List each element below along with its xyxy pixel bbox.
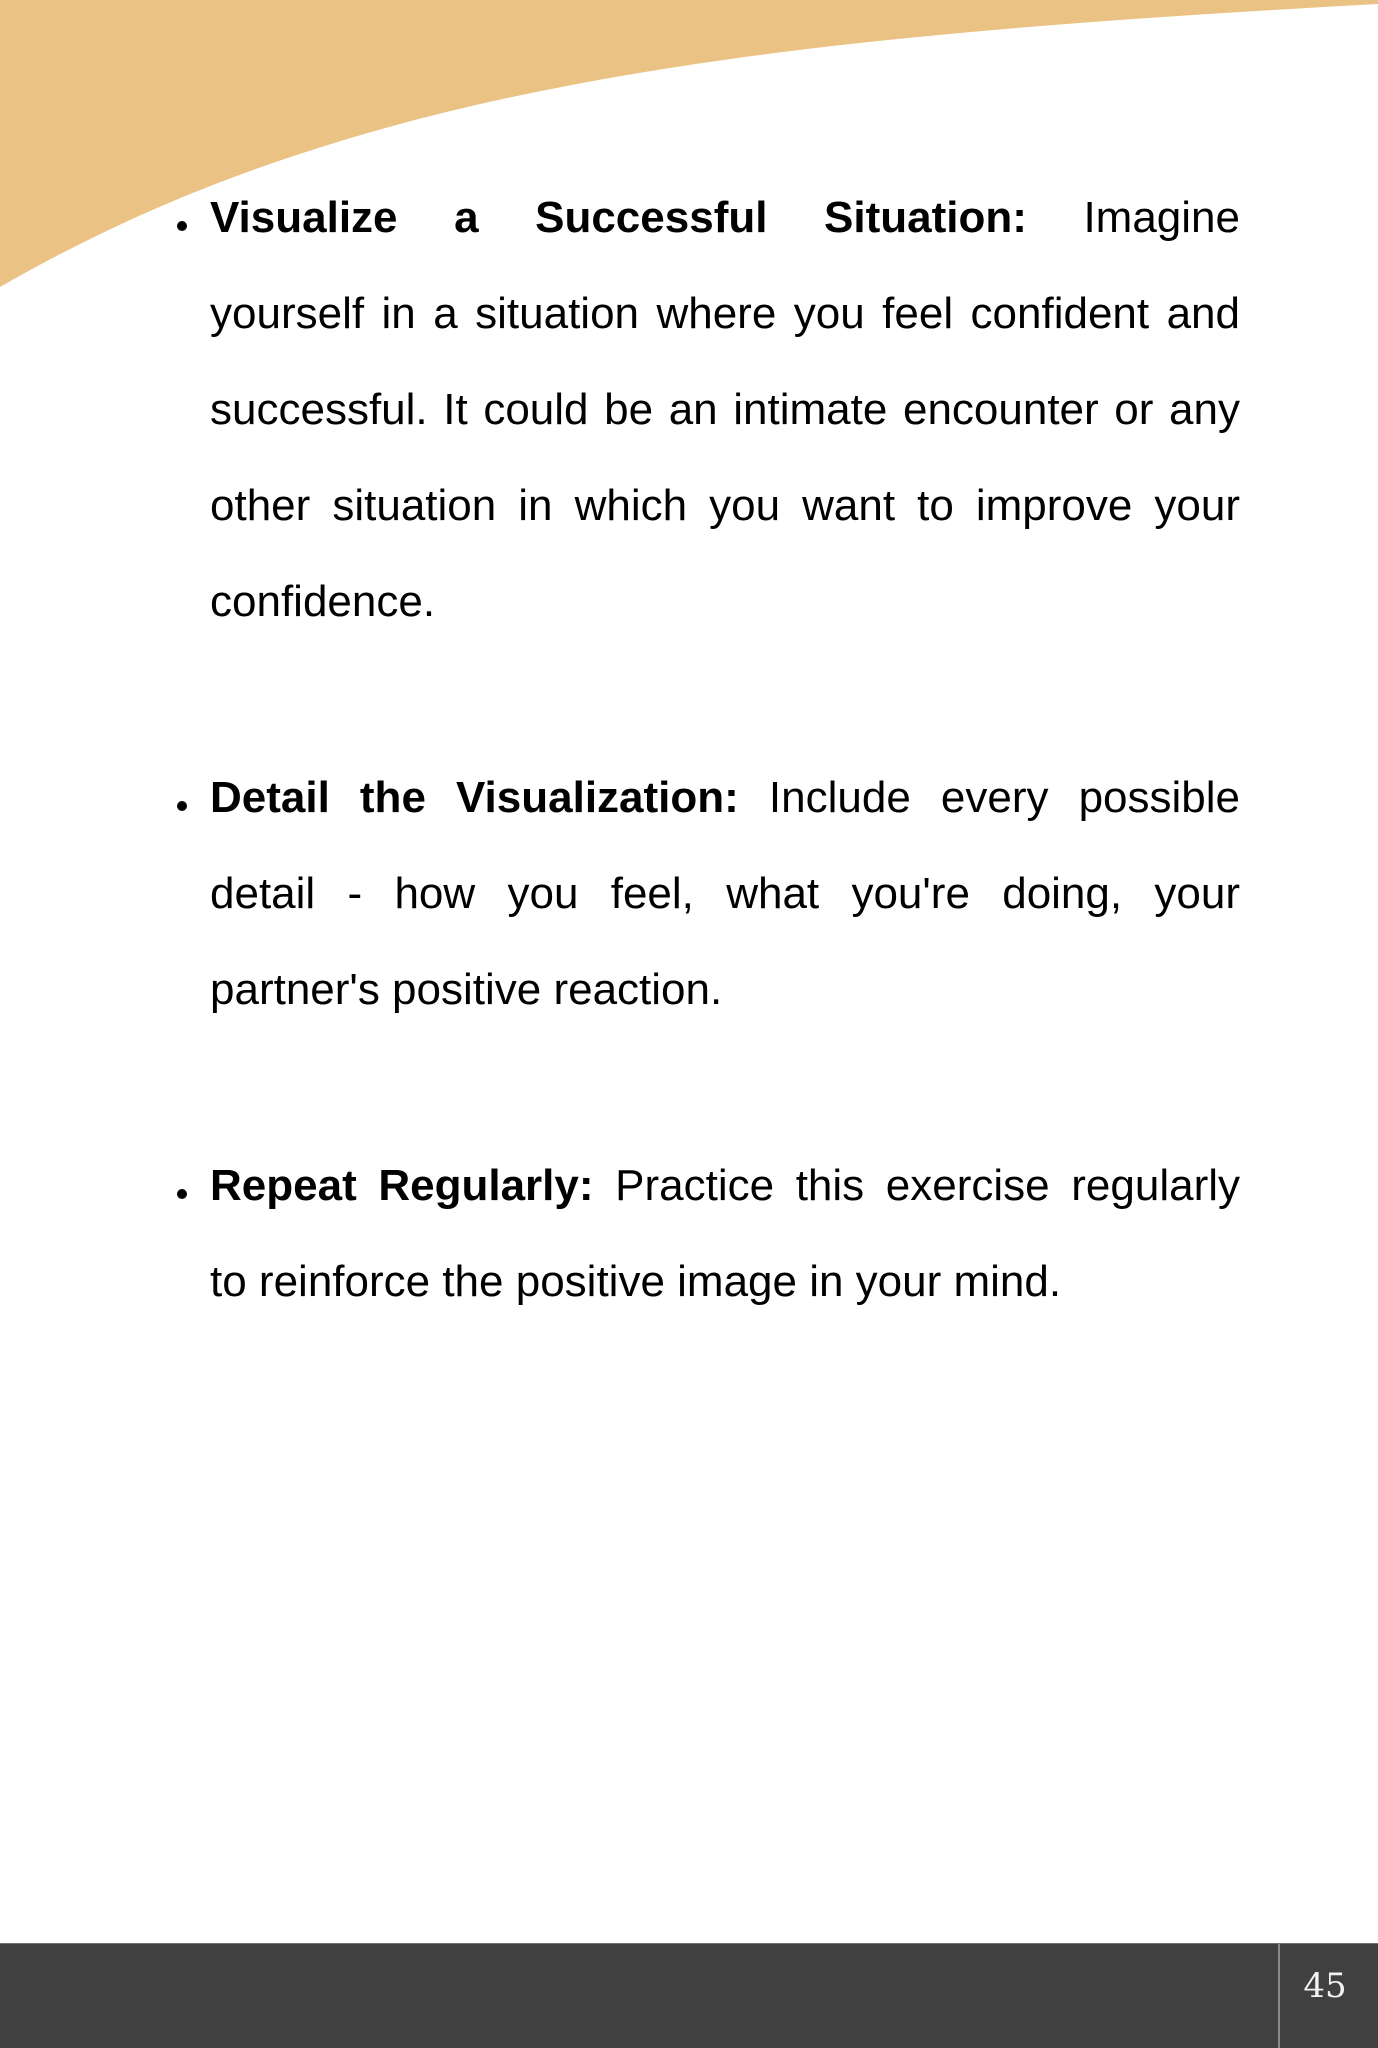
page-number: 45 bbox=[1303, 1966, 1347, 2006]
bullet-line bbox=[210, 1138, 1240, 1234]
bullet-item-visualize bbox=[210, 170, 1240, 650]
bullet-line: detail - how you feel, what you're doing, your bbox=[210, 869, 1240, 918]
bullet-line: partner's positive reaction. bbox=[210, 965, 723, 1014]
footer-bar bbox=[0, 1943, 1378, 2048]
bullet-line bbox=[210, 170, 1240, 266]
bullet-text: Imagine bbox=[1083, 193, 1240, 242]
bullet-lead-in: Visualize a Successful Situation: bbox=[210, 193, 1027, 242]
bullet-lead-in: Repeat Regularly: bbox=[210, 1161, 594, 1210]
bullet-line bbox=[210, 750, 1240, 846]
footer-page-cell bbox=[1278, 1944, 1378, 2048]
bullet-text: Practice this exercise regularly bbox=[615, 1161, 1240, 1210]
bullet-line: other situation in which you want to improve your bbox=[210, 481, 1240, 530]
bullet-item-repeat bbox=[210, 1138, 1240, 1330]
bullet-line: to reinforce the positive image in your mind. bbox=[210, 1257, 1062, 1306]
bullet-line: successful. It could be an intimate encounter or any bbox=[210, 385, 1240, 434]
bullet-text: Include every possible bbox=[768, 773, 1240, 822]
bullet-item-detail bbox=[210, 750, 1240, 1038]
bullet-list bbox=[210, 170, 1240, 1430]
bullet-line: yourself in a situation where you feel confident and bbox=[210, 289, 1240, 338]
bullet-line: confidence. bbox=[210, 577, 436, 626]
bullet-lead-in: Detail the Visualization: bbox=[210, 773, 739, 822]
